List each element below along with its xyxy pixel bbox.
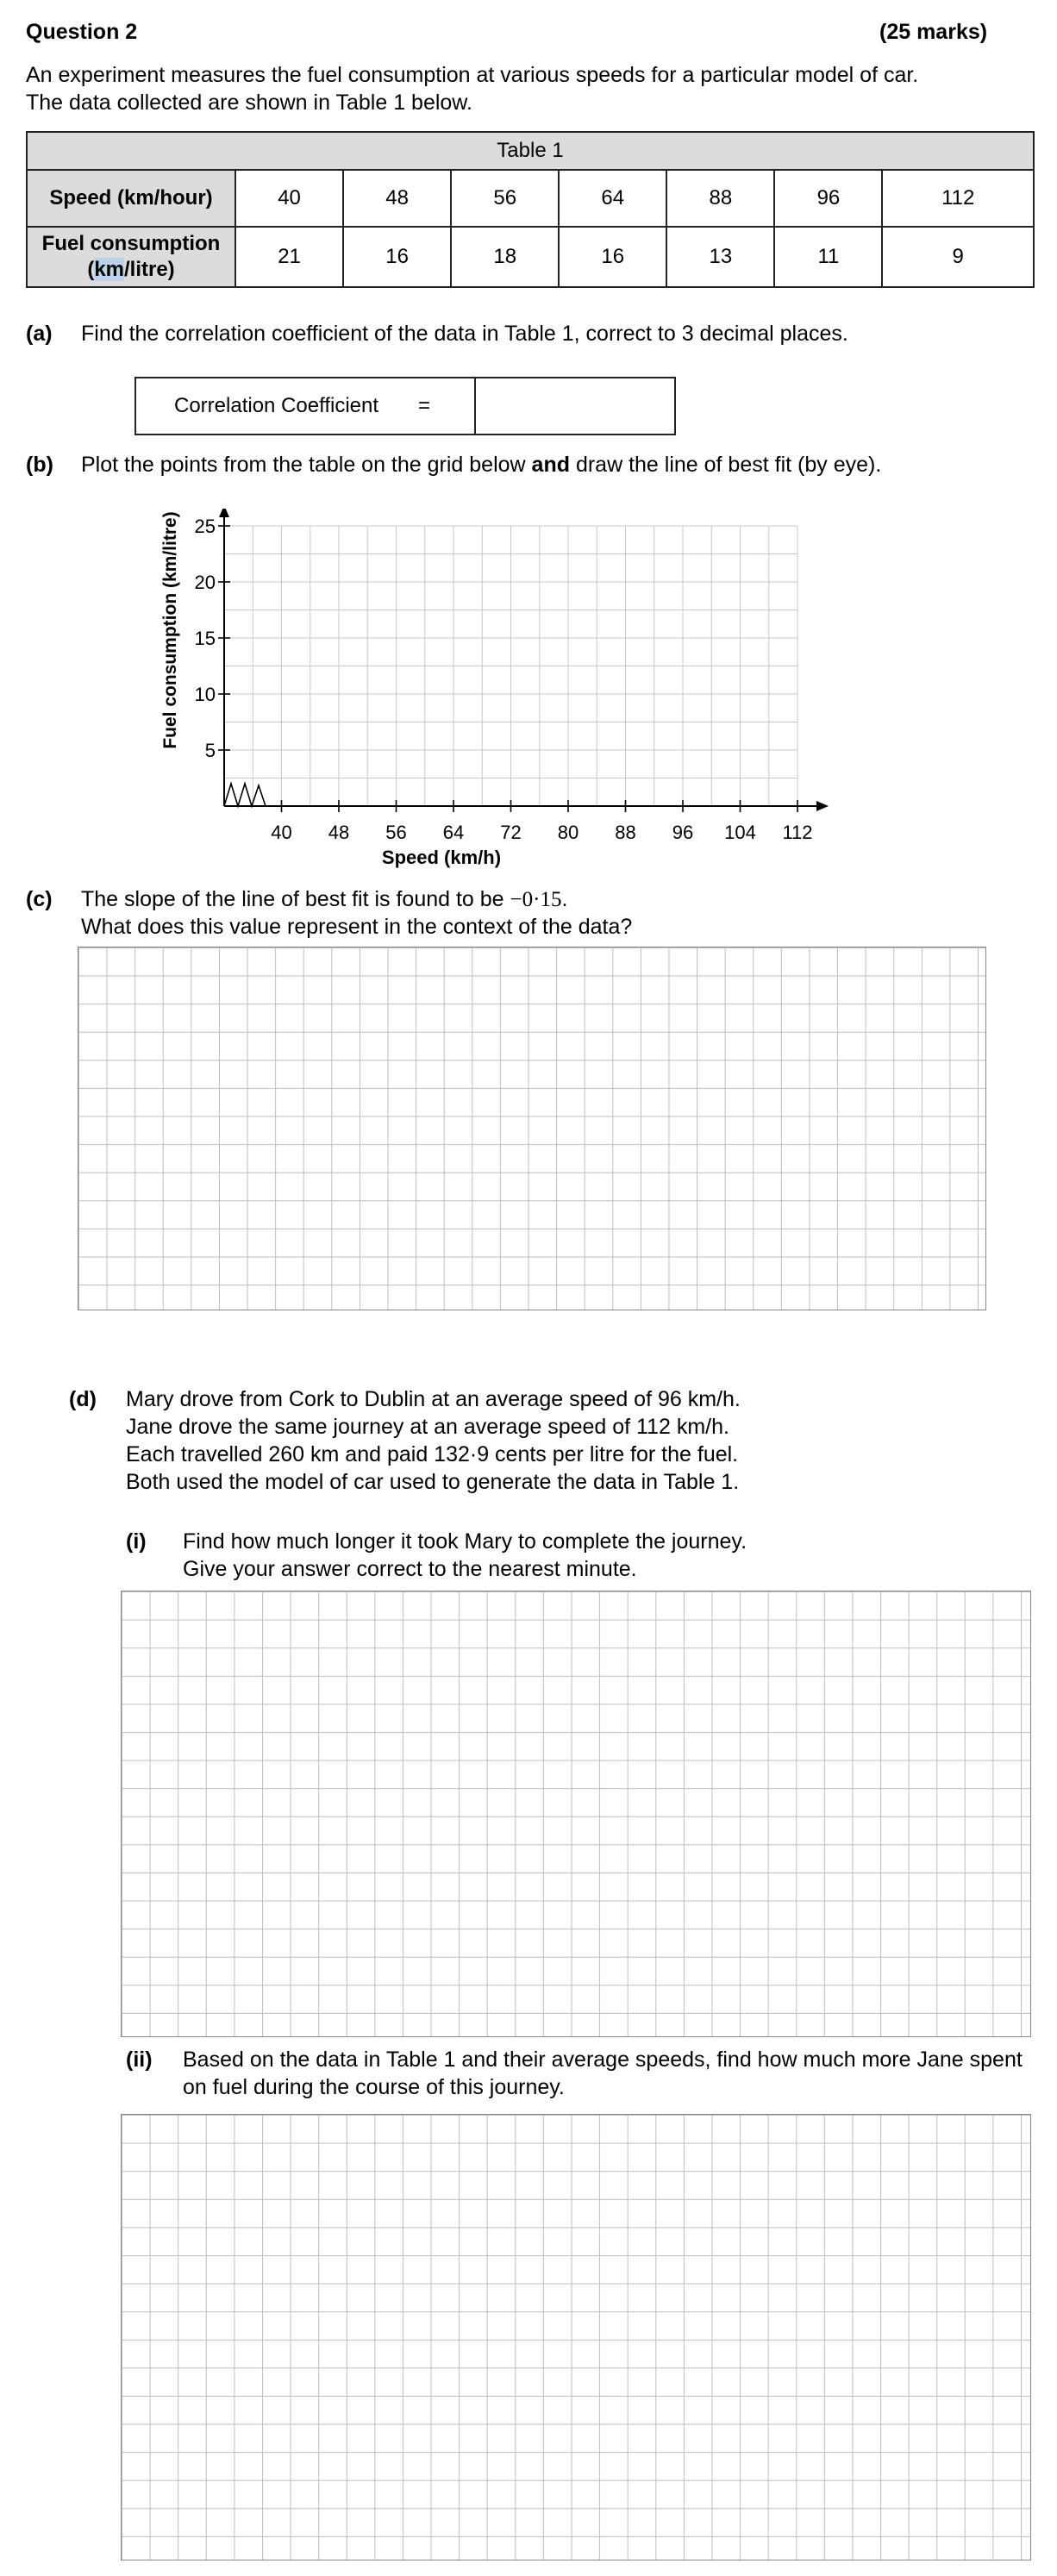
correlation-box <box>134 377 676 435</box>
correlation-label-text: Correlation Coefficient <box>174 394 379 417</box>
fuel-cell: 11 <box>774 227 882 287</box>
question-title: Question 2 <box>26 20 138 44</box>
fuel-cell: 16 <box>559 227 666 287</box>
part-d-line-3: Each travelled 260 km and paid 132·9 cents per litre for the fuel. <box>126 1442 739 1466</box>
part-b-label: (b) <box>26 453 53 477</box>
marks-label: (25 marks) <box>879 20 988 44</box>
part-a-label: (a) <box>26 322 53 346</box>
x-tick-label: 48 <box>328 822 350 843</box>
part-d-i-line-2: Give your answer correct to the nearest minute. <box>183 1557 637 1581</box>
speed-cell: 96 <box>774 170 882 227</box>
x-axis-label: Speed (km/h) <box>381 847 502 868</box>
equals-sign: = <box>418 394 431 417</box>
x-tick-label: 104 <box>724 822 756 843</box>
axis-break-icon <box>224 784 266 806</box>
fuel-header-close: /litre) <box>124 258 175 281</box>
x-tick-label: 80 <box>557 822 579 843</box>
part-a-text: Find the correlation coefficient of the data in Table 1, correct to 3 decimal places. <box>81 322 848 346</box>
speed-cell: 56 <box>451 170 559 227</box>
part-c-question: What does this value represent in the context of the data? <box>81 915 633 939</box>
fuel-row-header <box>27 227 235 287</box>
x-tick-label: 40 <box>271 822 292 843</box>
y-axis-arrow <box>219 509 229 517</box>
part-d-line-2: Jane drove the same journey at an average speed of 112 km/h. <box>126 1415 729 1439</box>
part-b-text-post: draw the line of best fit (by eye). <box>570 453 882 477</box>
part-d-i-line-1: Find how much longer it took Mary to complete the journey. <box>183 1529 747 1554</box>
y-tick-label: 25 <box>194 516 216 537</box>
speed-row-header: Speed (km/hour) <box>27 170 235 227</box>
part-d-ii-line-2: on fuel during the course of this journey. <box>183 2075 565 2099</box>
speed-cell: 88 <box>666 170 774 227</box>
fuel-header-open: ( <box>87 258 95 281</box>
x-tick-label: 72 <box>500 822 522 843</box>
answer-grid-d-ii[interactable] <box>121 2114 1031 2560</box>
part-d-ii-line-1: Based on the data in Table 1 and their average speeds, find how much more Jane spent <box>183 2048 1023 2072</box>
fuel-cell: 9 <box>882 227 1034 287</box>
slope-value: −0·15 <box>510 888 562 911</box>
part-c-text-post: . <box>561 887 568 911</box>
part-b-text <box>81 450 881 479</box>
intro-line-2: The data collected are shown in Table 1 below. <box>26 91 472 115</box>
fuel-header-line1: Fuel consumption <box>41 232 221 255</box>
part-c-label: (c) <box>26 887 53 911</box>
y-tick-label: 15 <box>194 628 216 649</box>
x-axis-arrow <box>816 801 829 811</box>
x-tick-label: 112 <box>782 822 813 843</box>
y-axis-label: Fuel consumption (km/litre) <box>160 511 180 749</box>
fuel-cell: 21 <box>235 227 343 287</box>
data-table <box>26 131 1035 288</box>
part-d-label: (d) <box>69 1387 97 1411</box>
correlation-label <box>136 378 476 434</box>
correlation-answer-box[interactable] <box>476 378 674 434</box>
part-b-text-pre: Plot the points from the table on the grid below <box>81 453 532 477</box>
fuel-cell: 13 <box>666 227 774 287</box>
chart-ticks <box>195 516 813 843</box>
part-d-line-1: Mary drove from Cork to Dublin at an average speed of 96 km/h. <box>126 1387 741 1411</box>
chart-gridlines <box>224 526 797 806</box>
speed-cell: 112 <box>882 170 1034 227</box>
answer-grid-d-i[interactable] <box>121 1591 1031 2037</box>
scatter-chart[interactable] <box>155 509 845 897</box>
y-tick-label: 5 <box>204 740 216 761</box>
x-tick-label: 96 <box>672 822 694 843</box>
fuel-cell: 18 <box>451 227 559 287</box>
answer-grid-c[interactable] <box>78 947 986 1310</box>
x-tick-label: 64 <box>442 822 465 843</box>
y-tick-label: 10 <box>194 684 216 705</box>
x-tick-label: 88 <box>615 822 636 843</box>
part-d-line-4: Both used the model of car used to generate the data in Table 1. <box>126 1470 740 1494</box>
speed-cell: 48 <box>343 170 451 227</box>
part-b-text-bold: and <box>531 453 570 477</box>
part-d-ii-label: (ii) <box>126 2048 153 2072</box>
part-d-i-label: (i) <box>126 1529 147 1554</box>
x-tick-label: 56 <box>385 822 407 843</box>
part-c-text <box>81 885 567 915</box>
fuel-cell: 16 <box>343 227 451 287</box>
table-caption: Table 1 <box>27 132 1034 170</box>
fuel-header-highlight: km <box>94 258 124 281</box>
y-tick-label: 20 <box>194 572 216 593</box>
speed-cell: 64 <box>559 170 666 227</box>
intro-line-1: An experiment measures the fuel consumption at various speeds for a particular model of car. <box>26 63 919 87</box>
part-c-text-pre: The slope of the line of best fit is found to be <box>81 887 510 911</box>
speed-cell: 40 <box>235 170 343 227</box>
